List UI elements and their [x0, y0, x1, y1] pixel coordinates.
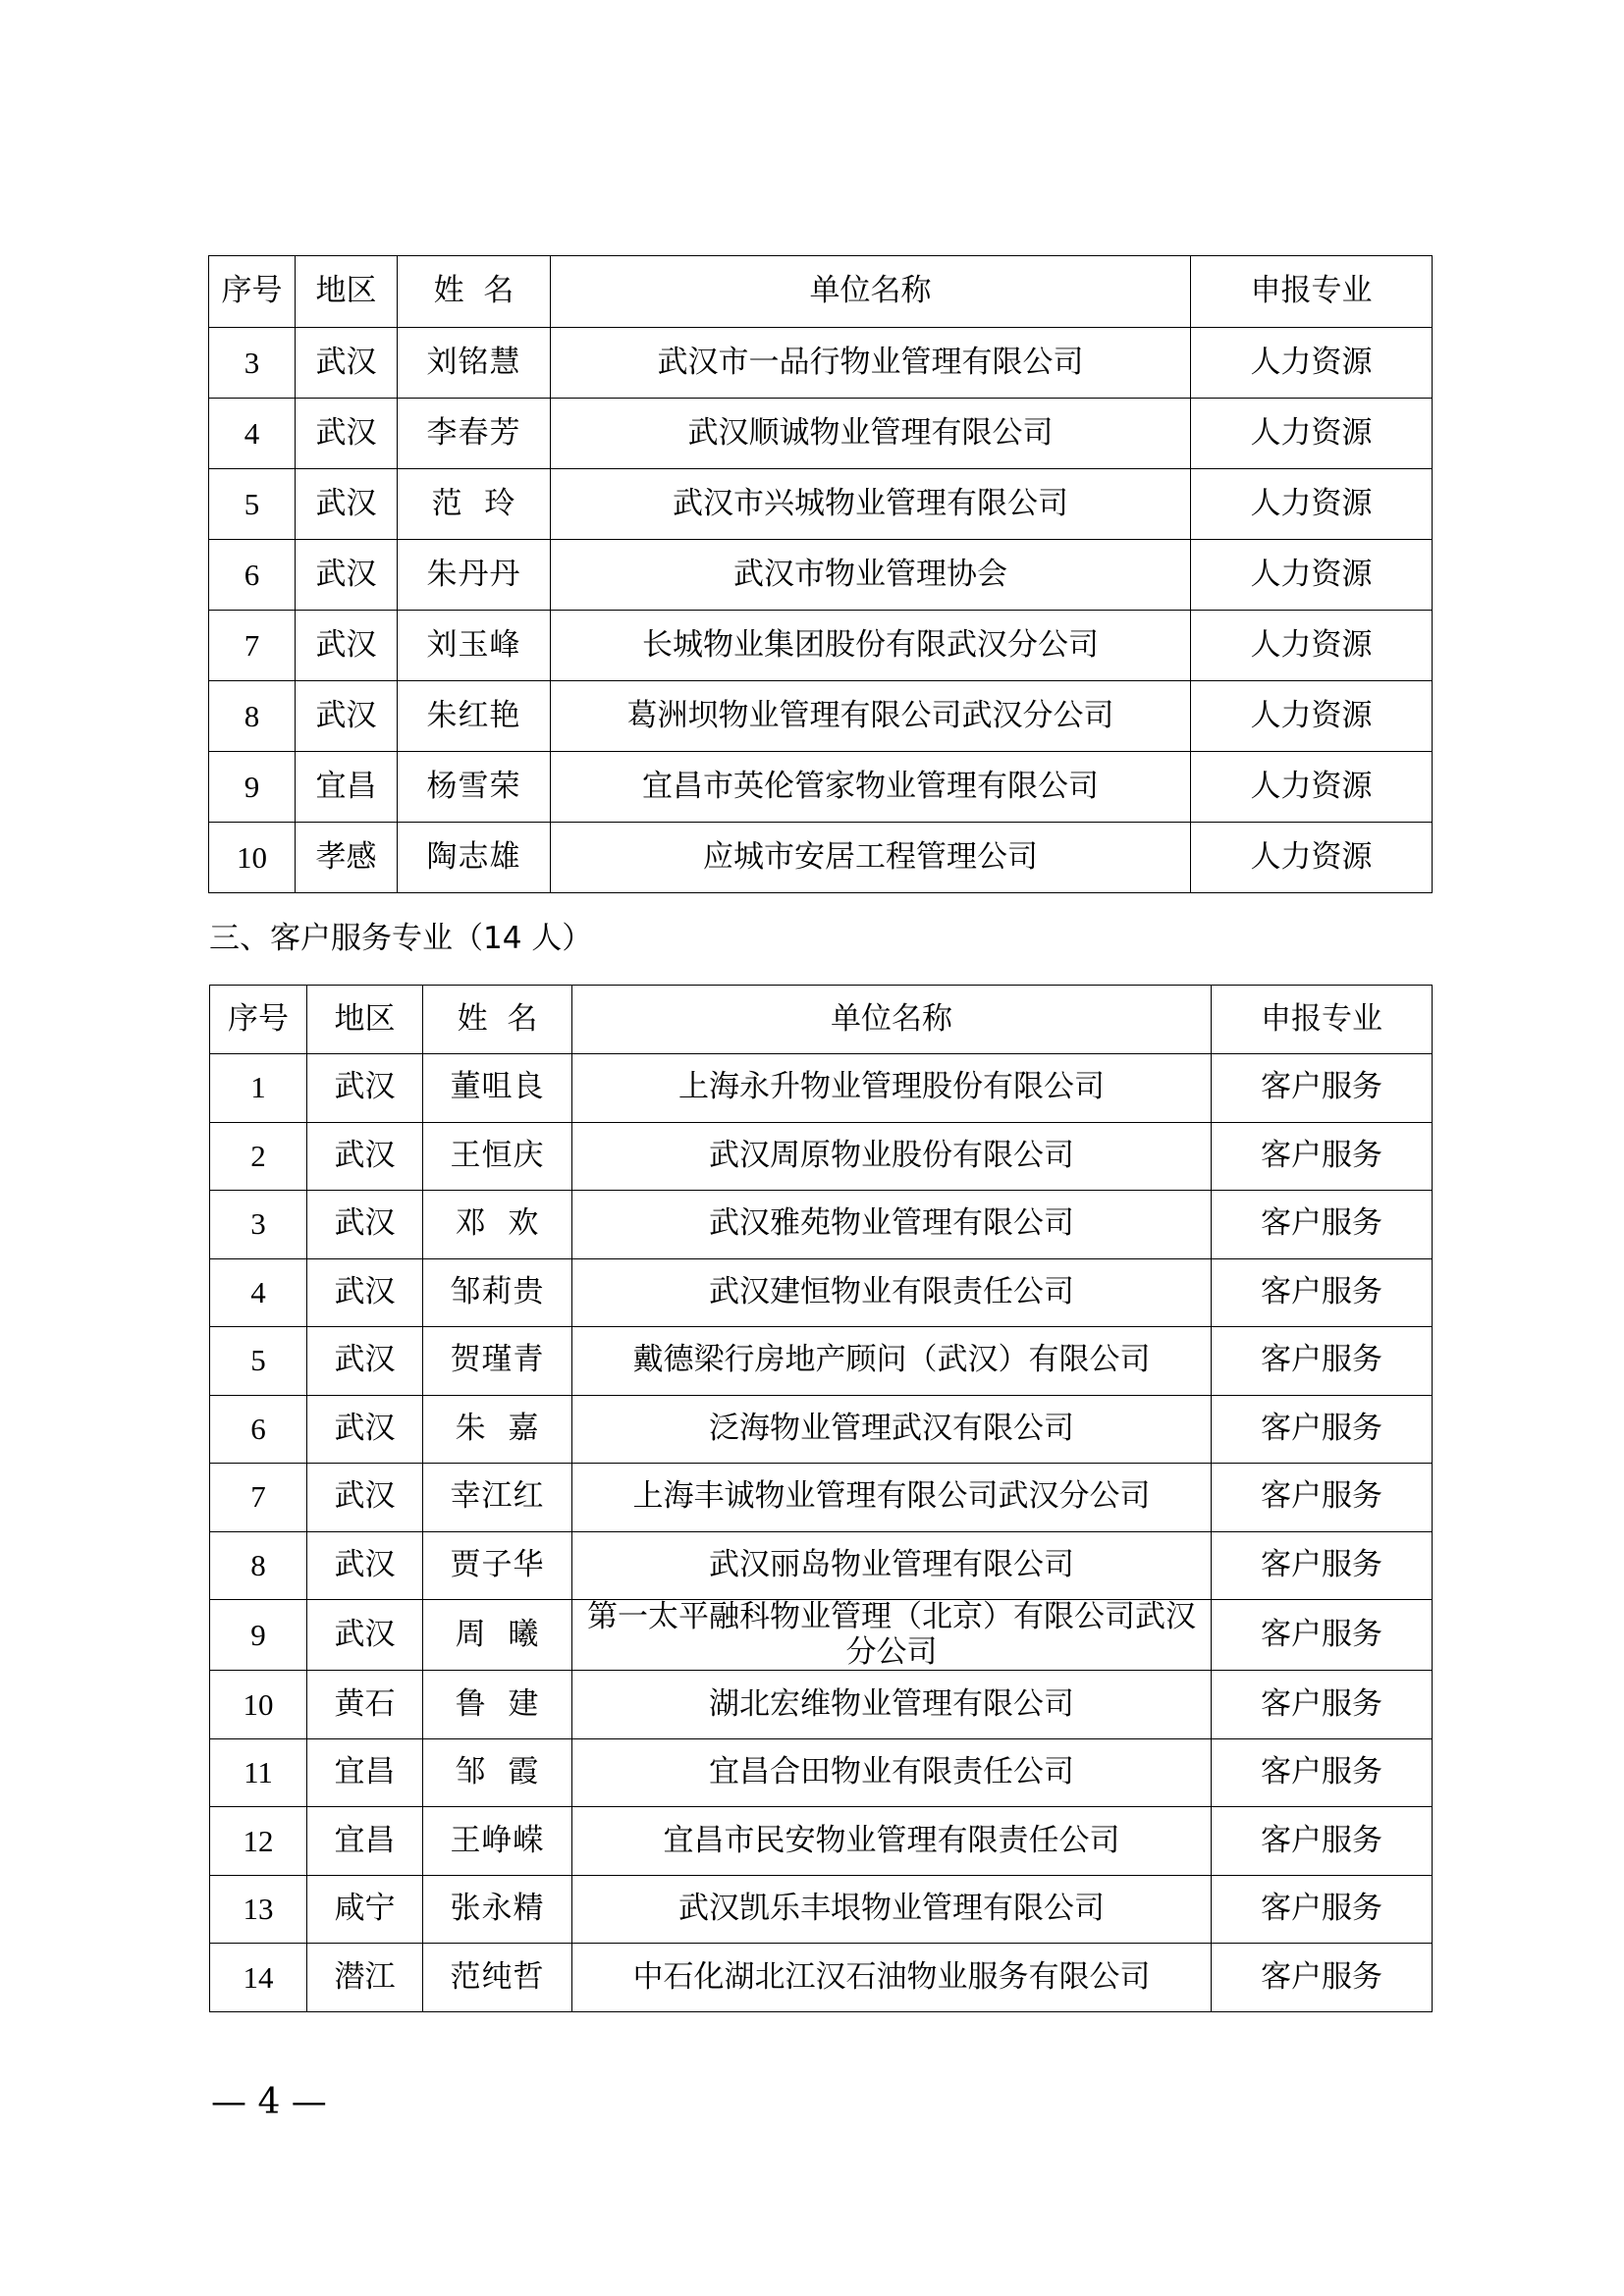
- table-row: [209, 469, 1433, 540]
- cell-specialty: 人力资源: [1191, 681, 1433, 752]
- cell-index: 6: [210, 1395, 307, 1464]
- cell-index: 8: [210, 1531, 307, 1600]
- cell-company: 宜昌市英伦管家物业管理有限公司: [551, 752, 1191, 823]
- cell-specialty: 客户服务: [1212, 1054, 1433, 1123]
- section-heading: 三、客户服务专业（14 人）: [209, 921, 593, 956]
- cell-specialty: 客户服务: [1212, 1327, 1433, 1396]
- cell-company: 第一太平融科物业管理（北京）有限公司武汉分公司: [572, 1600, 1212, 1671]
- col-header-index: 序号: [209, 256, 296, 328]
- col-header-name: 姓 名: [398, 256, 551, 328]
- table-row: [210, 1122, 1433, 1191]
- table-row: [209, 752, 1433, 823]
- cell-person-name: 王恒庆: [423, 1122, 572, 1191]
- col-header-region: 地区: [296, 256, 398, 328]
- cell-region: 孝感: [296, 823, 398, 893]
- cell-company: 湖北宏维物业管理有限公司: [572, 1671, 1212, 1739]
- cell-region: 武汉: [307, 1464, 423, 1532]
- table-row: [209, 328, 1433, 399]
- cell-specialty: 客户服务: [1212, 1191, 1433, 1259]
- cell-company: 武汉建恒物业有限责任公司: [572, 1258, 1212, 1327]
- cell-company: 武汉顺诚物业管理有限公司: [551, 399, 1191, 469]
- cell-region: 咸宁: [307, 1875, 423, 1944]
- table-header-row: [210, 986, 1433, 1054]
- cell-region: 武汉: [296, 540, 398, 611]
- table-row: [210, 1258, 1433, 1327]
- cell-index: 12: [210, 1807, 307, 1876]
- cell-company: 宜昌市民安物业管理有限责任公司: [572, 1807, 1212, 1876]
- cell-person-name: 幸江红: [423, 1464, 572, 1532]
- table-row: [210, 1738, 1433, 1807]
- cell-region: 黄石: [307, 1671, 423, 1739]
- cell-specialty: 客户服务: [1212, 1531, 1433, 1600]
- cell-index: 8: [209, 681, 296, 752]
- col-header-company: 单位名称: [551, 256, 1191, 328]
- table-row: [209, 611, 1433, 681]
- cell-index: 1: [210, 1054, 307, 1123]
- cell-person-name: 王峥嵘: [423, 1807, 572, 1876]
- cell-person-name: 邓 欢: [423, 1191, 572, 1259]
- cell-region: 潜江: [307, 1944, 423, 2012]
- cell-specialty: 客户服务: [1212, 1671, 1433, 1739]
- cell-specialty: 人力资源: [1191, 823, 1433, 893]
- cell-specialty: 客户服务: [1212, 1875, 1433, 1944]
- page-number: — 4 —: [211, 2082, 327, 2122]
- cell-company: 戴德梁行房地产顾问（武汉）有限公司: [572, 1327, 1212, 1396]
- cell-company: 宜昌合田物业有限责任公司: [572, 1738, 1212, 1807]
- cell-person-name: 张永精: [423, 1875, 572, 1944]
- cell-specialty: 客户服务: [1212, 1944, 1433, 2012]
- cell-index: 2: [210, 1122, 307, 1191]
- table-row: [210, 1395, 1433, 1464]
- table-row: [210, 1875, 1433, 1944]
- cell-region: 武汉: [307, 1600, 423, 1671]
- cell-company: 武汉市物业管理协会: [551, 540, 1191, 611]
- cell-index: 4: [210, 1258, 307, 1327]
- table-row: [210, 1054, 1433, 1123]
- table-body: [209, 328, 1433, 893]
- cell-region: 武汉: [307, 1327, 423, 1396]
- table-row: [209, 399, 1433, 469]
- cell-person-name: 李春芳: [398, 399, 551, 469]
- cell-index: 10: [210, 1671, 307, 1739]
- cell-specialty: 客户服务: [1212, 1738, 1433, 1807]
- cell-index: 5: [210, 1327, 307, 1396]
- cell-company: 上海丰诚物业管理有限公司武汉分公司: [572, 1464, 1212, 1532]
- cell-region: 武汉: [296, 611, 398, 681]
- cell-index: 7: [210, 1464, 307, 1532]
- cell-region: 武汉: [296, 328, 398, 399]
- cell-company: 长城物业集团股份有限武汉分公司: [551, 611, 1191, 681]
- cell-company: 中石化湖北江汉石油物业服务有限公司: [572, 1944, 1212, 2012]
- cell-specialty: 人力资源: [1191, 611, 1433, 681]
- cell-person-name: 刘玉峰: [398, 611, 551, 681]
- table-row: [210, 1807, 1433, 1876]
- cell-person-name: 贾子华: [423, 1531, 572, 1600]
- cell-region: 武汉: [307, 1531, 423, 1600]
- cell-company: 武汉丽岛物业管理有限公司: [572, 1531, 1212, 1600]
- cell-person-name: 杨雪荣: [398, 752, 551, 823]
- table-row: [210, 1671, 1433, 1739]
- cell-region: 宜昌: [307, 1807, 423, 1876]
- cell-specialty: 客户服务: [1212, 1395, 1433, 1464]
- table-header-row: [209, 256, 1433, 328]
- cell-person-name: 范纯哲: [423, 1944, 572, 2012]
- cell-index: 5: [209, 469, 296, 540]
- cell-index: 13: [210, 1875, 307, 1944]
- col-header-region: 地区: [307, 986, 423, 1054]
- cell-index: 10: [209, 823, 296, 893]
- table-row: [210, 1464, 1433, 1532]
- cell-region: 武汉: [307, 1054, 423, 1123]
- cell-person-name: 刘铭慧: [398, 328, 551, 399]
- col-header-company: 单位名称: [572, 986, 1212, 1054]
- col-header-index: 序号: [210, 986, 307, 1054]
- cell-region: 宜昌: [307, 1738, 423, 1807]
- table-row: [209, 823, 1433, 893]
- cell-person-name: 陶志雄: [398, 823, 551, 893]
- cell-index: 11: [210, 1738, 307, 1807]
- cell-index: 3: [210, 1191, 307, 1259]
- cell-index: 7: [209, 611, 296, 681]
- cell-specialty: 人力资源: [1191, 399, 1433, 469]
- col-header-specialty: 申报专业: [1212, 986, 1433, 1054]
- cell-index: 9: [210, 1600, 307, 1671]
- cell-person-name: 邹莉贵: [423, 1258, 572, 1327]
- cell-index: 14: [210, 1944, 307, 2012]
- cell-specialty: 客户服务: [1212, 1807, 1433, 1876]
- cell-company: 泛海物业管理武汉有限公司: [572, 1395, 1212, 1464]
- table-body: [210, 1054, 1433, 2012]
- cell-company: 武汉凯乐丰垠物业管理有限公司: [572, 1875, 1212, 1944]
- cell-specialty: 客户服务: [1212, 1122, 1433, 1191]
- cell-company: 武汉周原物业股份有限公司: [572, 1122, 1212, 1191]
- cell-specialty: 人力资源: [1191, 469, 1433, 540]
- cell-person-name: 朱红艳: [398, 681, 551, 752]
- cell-specialty: 客户服务: [1212, 1258, 1433, 1327]
- customer-service-table: [209, 985, 1433, 2012]
- cell-index: 9: [209, 752, 296, 823]
- cell-person-name: 范 玲: [398, 469, 551, 540]
- cell-region: 武汉: [296, 399, 398, 469]
- cell-specialty: 人力资源: [1191, 752, 1433, 823]
- cell-company: 葛洲坝物业管理有限公司武汉分公司: [551, 681, 1191, 752]
- cell-person-name: 朱丹丹: [398, 540, 551, 611]
- cell-specialty: 人力资源: [1191, 540, 1433, 611]
- col-header-name: 姓 名: [423, 986, 572, 1054]
- cell-region: 武汉: [307, 1191, 423, 1259]
- cell-specialty: 客户服务: [1212, 1600, 1433, 1671]
- table-row: [210, 1327, 1433, 1396]
- cell-company: 上海永升物业管理股份有限公司: [572, 1054, 1212, 1123]
- cell-region: 武汉: [307, 1258, 423, 1327]
- cell-person-name: 鲁 建: [423, 1671, 572, 1739]
- cell-person-name: 朱 嘉: [423, 1395, 572, 1464]
- hr-specialty-table: [208, 255, 1433, 893]
- cell-index: 6: [209, 540, 296, 611]
- cell-person-name: 贺瑾青: [423, 1327, 572, 1396]
- cell-company: 应城市安居工程管理公司: [551, 823, 1191, 893]
- cell-person-name: 邹 霞: [423, 1738, 572, 1807]
- cell-person-name: 董咀良: [423, 1054, 572, 1123]
- cell-region: 武汉: [296, 681, 398, 752]
- table-row: [209, 540, 1433, 611]
- cell-specialty: 人力资源: [1191, 328, 1433, 399]
- col-header-specialty: 申报专业: [1191, 256, 1433, 328]
- cell-specialty: 客户服务: [1212, 1464, 1433, 1532]
- cell-company: 武汉雅苑物业管理有限公司: [572, 1191, 1212, 1259]
- cell-index: 3: [209, 328, 296, 399]
- cell-region: 宜昌: [296, 752, 398, 823]
- table-row: [210, 1600, 1433, 1671]
- cell-region: 武汉: [296, 469, 398, 540]
- cell-region: 武汉: [307, 1122, 423, 1191]
- cell-company: 武汉市一品行物业管理有限公司: [551, 328, 1191, 399]
- table-row: [210, 1531, 1433, 1600]
- table-row: [210, 1191, 1433, 1259]
- cell-index: 4: [209, 399, 296, 469]
- cell-person-name: 周 曦: [423, 1600, 572, 1671]
- cell-region: 武汉: [307, 1395, 423, 1464]
- cell-company: 武汉市兴城物业管理有限公司: [551, 469, 1191, 540]
- table-row: [209, 681, 1433, 752]
- table-row: [210, 1944, 1433, 2012]
